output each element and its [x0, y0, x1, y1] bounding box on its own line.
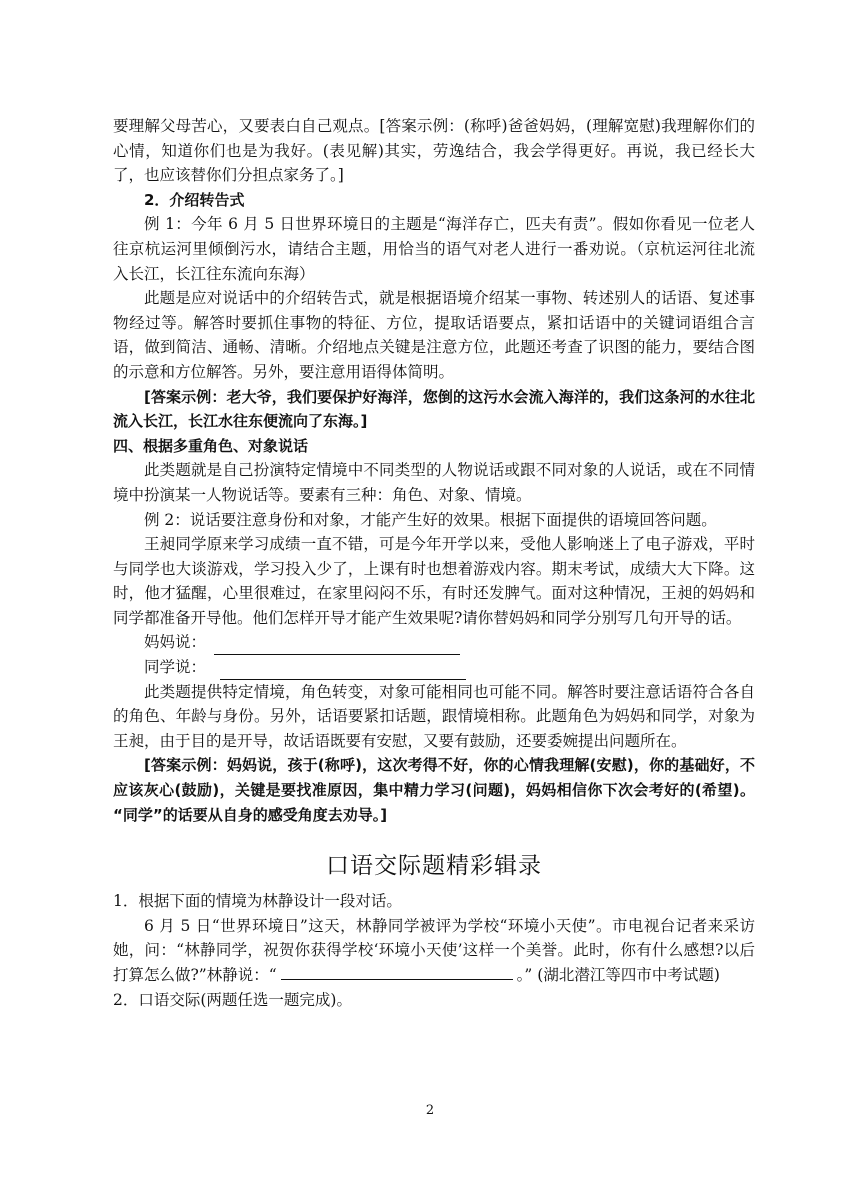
question-1-body-start: 6 月 5 日“世界环境日”这天，林静同学被评为学校“环境小天使”。市电视台记者来采访她，问：“林静同学，祝贺你获得学校‘环境小天使’这样一个美誉。此时，你有什么感想?以后打算怎么做?”林静说：“	[113, 916, 755, 984]
answer-2-paragraph: [答案示例：妈妈说，孩于(称呼)，这次考得不好，你的心情我理解(安慰)，你的基础好，不应该灰心(鼓励)，关键是要找准原因，集中精力学习(问题)，妈妈相信你下次会考好的(希望)。 “同学”的话要从自身的感受角度去劝导。]	[113, 756, 755, 824]
mom-answer-blank[interactable]	[214, 638, 460, 655]
classmate-answer-line	[113, 655, 755, 680]
question-1-body	[113, 914, 755, 988]
answer-1-paragraph: [答案示例：老大爷，我们要保护好海洋，您倒的这污水会流入海洋的，我们这条河的水往北流入长江，长江水往东便流向了东海。]	[113, 387, 755, 431]
intro-paragraph: 要理解父母苦心，又要表白自己观点。[答案示例：(称呼)爸爸妈妈，(理解宽慰)我理解你们的心情，知道你们也是为我好。(表见解)其实，劳逸结合，我会学得更好。再说，我已经长大了，也应该替你们分担点家务了。]	[113, 117, 755, 185]
section-title: 口语交际题精彩辑录	[326, 853, 542, 880]
mom-answer-line	[113, 630, 755, 655]
mom-label: 妈妈说：	[144, 633, 207, 652]
question-1-answer-blank[interactable]	[281, 963, 513, 980]
example-1-paragraph: 例 1：今年 6 月 5 日世界环境日的主题是“海洋存亡，匹夫有责”。假如你看见一位老人往京杭运河里倾倒污水，请结合主题，用恰当的语气对老人进行一番劝说。（京杭运河往北流入长江，长江往东流向东海）	[113, 215, 755, 283]
question-1: 1．根据下面的情境为林静设计一段对话。	[113, 892, 402, 911]
analysis-2-paragraph: 此类题提供特定情境，角色转变，对象可能相同也可能不同。解答时要注意话语符合各自的角色、年龄与身份。另外，话语要紧扣话题，跟情境相称。此题角色为妈妈和同学，对象为王昶，由于目的是开导，故话语既要有安慰，又要有鼓励，还要委婉提出问题所在。	[113, 682, 755, 750]
classmate-answer-blank[interactable]	[220, 663, 466, 680]
question-2: 2．口语交际(两题任选一题完成)。	[113, 990, 352, 1009]
question-1-body-end: 。” (湖北潜江等四市中考试题)	[516, 966, 720, 984]
subheading-introduce-relay: 2．介绍转告式	[144, 190, 245, 209]
analysis-1-paragraph: 此题是应对说话中的介绍转告式，就是根据语境介绍某一事物、转述别人的话语、复述事物经过等。解答时要抓住事物的特征、方位，提取话语要点，紧扣话语中的关键词语组合言语，做到简洁、通畅、清晰。介绍地点关键是注意方位，此题还考查了识图的能力，要结合图的示意和方位解答。另外，要注意用语得体简明。	[113, 289, 755, 381]
section-four-heading: 四、根据多重角色、对象说话	[113, 436, 309, 455]
story-paragraph: 王昶同学原来学习成绩一直不错，可是今年开学以来，受他人影响迷上了电子游戏，平时与同学也大谈游戏，学习投入少了，上课有时也想着游戏内容。期末考试，成绩大大下降。这时，他才猛醒，心里很难过，在家里闷闷不乐，有时还发脾气。面对这种情况，王昶的妈妈和同学都准备开导他。他们怎样开导才能产生效果呢?请你替妈妈和同学分别写几句开导的话。	[113, 535, 755, 627]
page-number: 2	[425, 1103, 435, 1118]
example-2-paragraph: 例 2：说话要注意身份和对象，才能产生好的效果。根据下面提供的语境回答问题。	[144, 510, 717, 529]
section-four-description: 此类题就是自己扮演特定情境中不同类型的人物说话或跟不同对象的人说话，或在不同情境中扮演某一人物说话等。要素有三种：角色、对象、情境。	[113, 461, 755, 504]
page-content	[113, 114, 755, 1012]
classmate-label: 同学说：	[144, 658, 207, 677]
